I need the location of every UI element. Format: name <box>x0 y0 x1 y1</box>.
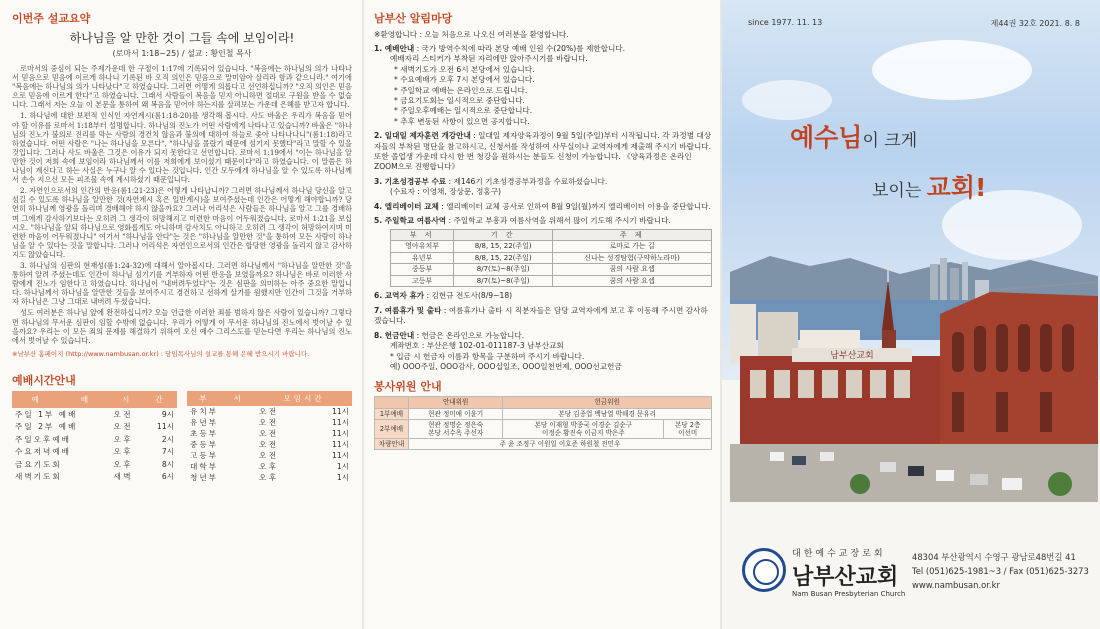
window <box>1040 392 1052 432</box>
col-head: 예 <box>12 391 61 408</box>
table-row: 유치부 오 전 11시 <box>190 406 349 416</box>
homepage-note: ※남부산 홈페이지 (http://www.nambusan.or.kr) : 담임목사님의 설교를 통해 은혜 받으시기 바랍니다. <box>12 349 310 358</box>
sermon-paragraph: 1. 하나님에 대한 보편적 인식인 자연계시(롬1:18-20)를 생각해 봅시다. 사도 바울은 우리가 복음을 믿어야 할 이유를 로마서 1:18부터 설명합니다. 하나님의 진노가 어떤 사람에게 나타나고 있습니까? 바울은 "하나님의 진노가 불의로 진리를 막는 사람의 경건치 않음과 불의에 대하여 하늘로 좇아 나타나나니"(롬1:18)라고 하였습니다. 어떤 사람은 "나는 하나님을 모른다", "하나님을 몰랐기 때문에 섬기지 못했다"라고 말할 수 있을 것입니다. 그러나 사도 바울은 그것은 이유가 되지 못한다고 선언합니다. 로마서 1:19에서 "이는 하나님을 알만한 것이 저희 속에 보임이라 하나님께서 이를 저희에게 보이셨기 때문이다"라고 하였습니다. 이 말씀은 하나님이 계신다고 하는 사실은 누구나 알 수 있다는 것입니다. 인간 모두에게 하나님을 알 수 있도록 하나님께서 손수 지으신 모든 피조물 속에 계시하셨기 때문입니다. <box>12 111 352 185</box>
window <box>774 370 790 398</box>
table-row: 1부예배 현관 정미애 이윤기 본당 김종업 백남열 박해경 문유리 <box>375 408 712 419</box>
table-row: 유년부 오 전 11시 <box>190 417 349 427</box>
car <box>936 470 954 481</box>
arched-window <box>1040 324 1052 372</box>
tower <box>950 268 959 304</box>
window <box>996 392 1008 432</box>
cloud <box>872 40 1032 100</box>
church-left-wing <box>740 356 940 444</box>
window <box>952 392 964 432</box>
col-head: 시 <box>111 391 144 408</box>
col-head: 모임시간 <box>256 391 352 406</box>
announcement-item: 6. 교역자 휴가 : 김현규 전도사(8/9~18) <box>374 291 513 301</box>
church-right-block <box>940 292 1098 462</box>
slogan-line-2: 보이는 교회! <box>872 173 987 202</box>
car <box>908 466 924 476</box>
service-times-title: 예배시간안내 <box>12 373 76 387</box>
cover-panel <box>722 0 1100 629</box>
car <box>820 452 834 461</box>
car <box>970 474 988 485</box>
tree <box>850 474 870 494</box>
announcement-item: 3. 기초성경공부 수료 : 제146기 기초성경공부과정을 수료하셨습니다. (수료자 : 이영채, 장상문, 정홍구) <box>374 176 608 197</box>
service-times <box>12 391 352 483</box>
table-row: 청년부 오 후 1시 <box>190 472 349 482</box>
table-row: 주일 2부 예배 오 전 11시 <box>15 422 174 432</box>
slogan-line-1: 예수님이 크게 <box>790 123 918 152</box>
window <box>870 370 886 398</box>
col-head: 배 <box>61 391 110 408</box>
sermon-title: 하나님을 알 만한 것이 그들 속에 보임이라! <box>69 31 295 45</box>
table-row: 중등부 8/7(토)~8(주일) 꿈의 사람 요셉 <box>391 264 712 276</box>
col-head: 서 <box>221 391 256 406</box>
announcements-panel <box>364 0 720 629</box>
table-row: 주일오후예배 오 후 2시 <box>15 434 174 444</box>
table-row: 중등부 오 전 11시 <box>190 439 349 449</box>
table-row: 유년부 8/8, 15, 22(주일) 신나는 성경탐험(구약하노라마) <box>391 252 712 264</box>
table-row: 금요기도회 오 후 8시 <box>15 459 174 469</box>
arched-window <box>996 324 1008 372</box>
arched-window <box>952 332 964 372</box>
sermon-paragraph: 성도 여러분은 하나님 앞에 완전하십니까? 오늘 언급한 이러한 죄를 범하지 않은 사람이 있습니까? 그렇다면 하나님의 무서운 심판이 임할 수밖에 없습니다. 우리가 어떻게 이 무서운 하나님의 진노에서 벗어날 수 있을까요? 우리는 이 모든 죄의 문제를 해결하기 위하여 오신 예수 그리스도를 믿는다면 우리는 하나님의 진노에서 벗어날 수 있습니다. <box>12 308 352 345</box>
cover-footer <box>722 530 1100 629</box>
building <box>730 304 756 364</box>
address: 48304 부산광역시 수영구 광남로48번길 41 <box>912 552 1076 562</box>
sermon-section-title: 이번주 설교요약 <box>12 12 91 25</box>
table-row: 2부예배 현관 정명순 정은숙 본당 서수옥 주선자 본당 이재형 박종국 이경순 김순구 이정순 황진숙 이금지 박은주 본당 2층 이선미 <box>375 419 712 438</box>
issue-info: 제44권 32호 2021. 8. 8 <box>990 19 1080 28</box>
church-name-en: Nam Busan Presbyterian Church <box>792 590 906 598</box>
church-seal-icon <box>742 548 786 592</box>
car <box>1002 478 1022 490</box>
announcement-item: 5. 주일학교 여름사역 : 주일학교 부흥과 여름사역을 위해서 많이 기도해 주시기 바랍니다. 부 서 기 간 주 제 영아유치부 8/8, 15, 22(주일) 로마로 가는 길 유년부 8/8, 15, 22(주일) 신나는 성경탐험(구약하노라마) 중등부 8/7(토)~8(주일) 꿈의 사람 요셉 고등부 8/7(토)~8(주일) 꿈의 사람 요셉 <box>374 216 712 287</box>
sermon-panel <box>0 0 362 629</box>
volunteers-table: 안내위원 헌금위원 1부예배 현관 정미애 이윤기 본당 김종업 백남열 박해경 문유리 2부예배 현관 정명순 정은숙 본당 서수옥 주선자 본당 이재형 박종국 이경순 김순구 이정순 황진숙 이금지 박은주 본당 2층 이선미 차량안내 주 윤 조정구 이원일 이호준 하원철 전민우 <box>374 396 712 450</box>
founded-date: since 1977. 11. 13 <box>748 18 823 27</box>
window <box>846 370 862 398</box>
announcement-item: 2. 일대일 제자훈련 개강안내 : 일대일 제자양육과정이 9월 5일(주일)부터 시작됩니다. 각 과정별 대상자들의 부착된 명단을 참고하시고, 신청서를 작성하여 사무실이나 교역자에게 제출해 주시기 바랍니다. 또한 졸업생 가운데 다시 한 번 청강을 원하시는 분들도 신청이 가능합니다. 《양육과정은 온라인 ZOOM으로 진행합니다》 <box>374 131 712 172</box>
phone-fax: Tel (051)625-1981~3 / Fax (051)625-3273 <box>912 566 1089 576</box>
announcement-item: 7. 여름휴가 및 출타 : 여름휴가나 출타 시 직분자들은 담당 교역자에게 보고 후 이동해 주시면 감사하겠습니다. <box>374 305 708 326</box>
window <box>822 370 838 398</box>
summer-ministry-table: 부 서 기 간 주 제 영아유치부 8/8, 15, 22(주일) 로마로 가는 길 유년부 8/8, 15, 22(주일) 신나는 성경탐험(구약하노라마) 중등부 8/7(토)~8(주일) 꿈의 사람 요셉 고등부 8/7(토)~8(주일) 꿈의 사람 요셉 <box>390 229 712 288</box>
welcome-note: ※환영합니다 : 오늘 처음으로 나오신 여러분을 환영합니다. <box>374 30 569 39</box>
contact-info <box>912 550 1089 592</box>
church-sign-text: 남부산교회 <box>830 351 874 361</box>
announcement-item: 1. 예배안내 : 국가 방역수칙에 따라 본당 예배 인원 수(20%)를 제한합니다. 예배자리 스티커가 부착된 자리에만 앉아주시기를 바랍니다. * 새벽기도가 오전 6시 본당에서 있습니다. * 수요예배가 오후 7시 본당에서 있습니다. * 주일학교 예배는 온라인으로 드립니다. * 금요기도회는 일시적으로 중단합니다. * 주일오후예배는 일시적으로 중단합니다. * 추후 변동된 사항이 있으면 공지합니다. <box>374 44 626 126</box>
sermon-reference: (로마서 1:18~25) / 설교 : 황인철 목사 <box>112 49 252 58</box>
table-row: 대학부 오 후 1시 <box>190 461 349 471</box>
table-row: 차량안내 주 윤 조정구 이원일 이호준 하원철 전민우 <box>375 439 712 450</box>
tower <box>962 262 968 304</box>
website-link[interactable]: www.nambusan.or.kr <box>912 580 1000 590</box>
sermon-paragraph: 2. 자연인으로서의 인간의 반응(롬1:21-23)은 어떻게 나타납니까? 그러면 하나님께서 하나님 당신을 알고 섬길 수 있도록 하나님을 알만한 것(자연계시 혹은 일반계시)을 보여주셨는데 인간은 어떻게 해야합니까? 당연히 하나님께 영광을 돌리며 경배해야 하지 않을까요? 그러나 어리석은 사람들은 하나님을 알고 그를 경배하며 그에게 감사하기보다는 오히려 그 생각이 허망해지고 미련한 마음이 어두워졌습니다. 로마서 1:21을 보십시오. "하나님을 알되 하나님으로 영화롭게도 아니하며 감사치도 아니하고 오히려 그 생각이 허망하여지며 미련한 마음이 어두워졌나니" 여기서 "하나님을 안다"는 것은 "하나님을 알만한 것"을 통하여 모든 사람이 하나님을 알 수 있다는 것을 말합니다. 그러나 어리석은 자연인으로서의 인간은 합당한 영광을 돌리지 않고 감사하지도 않았습니다. <box>12 186 352 259</box>
table-row: 새벽기도회 새 벽 6시 <box>15 472 174 482</box>
arched-window <box>1062 324 1074 372</box>
tower <box>930 264 938 304</box>
table-row: 초등부 오 전 11시 <box>190 428 349 438</box>
car <box>792 456 806 465</box>
car <box>770 452 784 461</box>
arched-window <box>974 326 986 372</box>
announcement-item: 4. 엘리베이터 교체 : 엘리베이터 교체 공사로 인하여 8월 9일(월)까지 엘리베이터 이용을 중단합니다. <box>374 201 711 211</box>
church-photo <box>730 252 1098 502</box>
announcement-item: 8. 헌금안내 : 헌금은 온라인으로 가능합니다. 계좌번호 : 부산은행 102-01-011187-3 남부산교회 * 입금 시 헌금자 이름과 항목을 구분하여 주시기 바랍니다. 예) OOO주일, OOO감사, OOO십일조, OOO일천번제, OOO선교헌금 <box>374 330 622 371</box>
arched-window <box>1018 324 1030 372</box>
sermon-paragraph: 3. 하나님의 심판의 현재성(롬1:24-32)에 대해서 알아봅시다. 그러면 하나님께서 "하나님을 알만한 것"을 통하여 알려 주셨는데도 인간이 하나님 섬기기를 거부하자 어떤 반응을 보였을까요? 하나님은 바로 이러한 사람에게 진노가 임한다고 하였습니다. 하나님이 "내버려두었다"는 것은 심판을 의미하는 아주 중요한 말입니다. 하나님께서 하나님을 알만한 것들을 보여주시고 경건하고 선하게 살기를 원했지만 인간이 그것을 거부하자 하나님은 그냥 그대로 내버려 두셨습니다. <box>12 260 352 307</box>
department-times-table <box>187 391 352 483</box>
window <box>798 370 814 398</box>
cover-header <box>748 18 1080 29</box>
table-row: 고등부 8/7(토)~8(주일) 꿈의 사람 요셉 <box>391 275 712 287</box>
table-row: 고등부 오 전 11시 <box>190 450 349 460</box>
church-name: 남부산교회 <box>792 565 899 590</box>
worship-times-table <box>12 391 177 483</box>
volunteers-title: 봉사위원 안내 <box>374 380 442 394</box>
window <box>750 370 766 398</box>
cloud <box>742 80 832 120</box>
denomination: 대한예수교장로회 <box>792 549 886 559</box>
tower <box>940 258 947 304</box>
car <box>880 462 896 472</box>
col-head: 간 <box>144 391 177 408</box>
announcements-title: 남부산 알림마당 <box>374 12 453 25</box>
table-row: 영아유치부 8/8, 15, 22(주일) 로마로 가는 길 <box>391 241 712 253</box>
table-row: 수요저녁예배 오 후 7시 <box>15 447 174 457</box>
window <box>894 370 910 398</box>
sermon-body <box>12 64 352 345</box>
tree <box>1048 472 1072 496</box>
col-head: 부 <box>187 391 221 406</box>
sermon-paragraph: 로마서의 중심이 되는 주제가운데 한 구절이 1:17에 기록되어 있습니다. "복음에는 하나님의 의가 나타나서 믿음으로 믿음에 이르게 하나니 기록된 바 오직 의인은 믿음으로 말미암아 살리라 함과 같으니라." 여기에 "복음에는 하나님의 의가 나타났다"고 하였습니다. 그러면 어떻게 의롭다고 선언하십니까? "오직 의인은 믿음으로 믿음에 이르게 한다"고 하였습니다. 그래서 사람들이 복음을 믿지 아니하면 절대로 구원을 받을 수 없습니다. 그래서 저는 오늘 이 본문을 통하여 왜 복음을 믿어야 하는지를 살펴보는 가운데 은혜를 받고자 합니다. <box>12 64 352 110</box>
table-row: 주일 1부 예배 오 전 9시 <box>15 409 174 419</box>
